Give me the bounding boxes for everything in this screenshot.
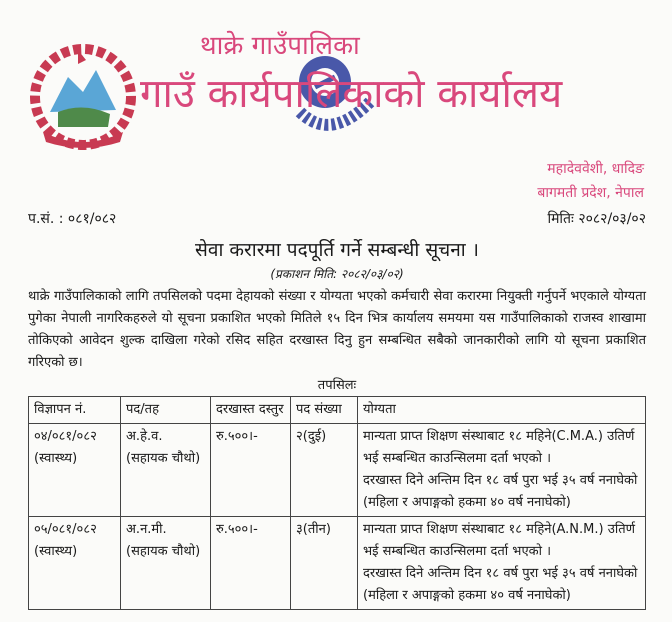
post: अ.न.मी. bbox=[126, 522, 167, 537]
advert-number: ०४/०८१/०८२ bbox=[34, 429, 97, 444]
post: अ.हे.व. bbox=[126, 429, 163, 444]
level: (सहायक चौथो) bbox=[126, 544, 201, 559]
fee-cell: रु.५००।- bbox=[211, 517, 291, 610]
address-line-2: बागमती प्रदेश, नेपाल bbox=[537, 185, 644, 201]
notice-title: सेवा करारमा पदपूर्ति गर्ने सम्बन्धी सूचना । bbox=[195, 239, 479, 261]
age-requirement: दरखास्त दिने अन्तिम दिन १८ वर्ष पुरा भई ३५ वर्ष ननाघेको (महिला र अपाङ्गको हकमा ४० वर्ष ननाघेको) bbox=[363, 473, 638, 510]
notice-body: थाक्रे गाउँपालिकाको लागि तपसिलको पदमा देहायको संख्या र योग्यता भएको कर्मचारी सेवा करारमा नियुक्ती गर्नुपर्ने भएकाले योग्यता पुगेका नेपाली नागरिकहरुले यो सूचना प्रकाशित भएको मितिले १५ दिन भित्र कार्यालय समयमा यस गाउँपालिकाको राजस्व शाखामा तोकिएको आवेदन शुल्क दाखिला गरेको रसिद सहित दरखास्त दिनु हुन सम्बन्धित सबैको जानकारीको लागि यो सूचना प्रकाशित गरिएको छ। bbox=[28, 289, 646, 370]
advert-number-cell bbox=[29, 424, 121, 517]
col-header: दरखास्त दस्तुर bbox=[211, 397, 291, 424]
level: (सहायक चौथो) bbox=[126, 451, 201, 466]
col-header: विज्ञापन नं. bbox=[29, 397, 121, 424]
table-header-row bbox=[29, 397, 646, 424]
municipality-name: थाक्रे गाउँपालिका bbox=[200, 31, 360, 61]
table-row bbox=[29, 424, 646, 517]
qualification: मान्यता प्राप्त शिक्षण संस्थाबाट १८ महिने(C.M.A.) उतिर्ण भई सम्बन्धित काउन्सिलमा दर्ता भएको । bbox=[363, 429, 635, 466]
office-name: गाउँ कार्यपालिकाको कार्यालय bbox=[140, 71, 563, 117]
reference-row bbox=[28, 208, 646, 230]
count-cell: ३(तीन) bbox=[291, 517, 358, 610]
reference-number: प.सं. : ०८१/०८२ bbox=[28, 211, 117, 227]
col-header: योग्यता bbox=[358, 397, 646, 424]
date: मितिः २०८२/०३/०२ bbox=[547, 211, 646, 227]
post-cell bbox=[121, 424, 211, 517]
service: (स्वास्थ्य) bbox=[34, 544, 78, 559]
publication-date: (प्रकाशन मिति: २०८२/०३/०२) bbox=[270, 267, 404, 281]
post-cell bbox=[121, 517, 211, 610]
vacancy-table bbox=[28, 396, 646, 610]
advert-number-cell bbox=[29, 517, 121, 610]
qualification: मान्यता प्राप्त शिक्षण संस्थाबाट १८ महिने(A.N.M.) उतिर्ण भई सम्बन्धित काउन्सिलमा दर्ता भएको । bbox=[363, 522, 636, 559]
qualification-cell bbox=[358, 424, 646, 517]
service: (स्वास्थ्य) bbox=[34, 451, 78, 466]
col-header: पद/तह bbox=[121, 397, 211, 424]
col-header: पद संख्या bbox=[291, 397, 358, 424]
age-requirement: दरखास्त दिने अन्तिम दिन १८ वर्ष पुरा भई ३५ वर्ष ननाघेको (महिला र अपाङ्गको हकमा ४० वर्ष ननाघेको) bbox=[363, 566, 638, 603]
table-row bbox=[29, 517, 646, 610]
schedule-label: तपसिलः bbox=[317, 378, 357, 393]
fee-cell: रु.५००।- bbox=[211, 424, 291, 517]
qualification-cell bbox=[358, 517, 646, 610]
advert-number: ०५/०८१/०८२ bbox=[34, 522, 97, 537]
count-cell: २(दुई) bbox=[291, 424, 358, 517]
address-line-1: महादेववेशी, धादिङ bbox=[547, 161, 644, 177]
